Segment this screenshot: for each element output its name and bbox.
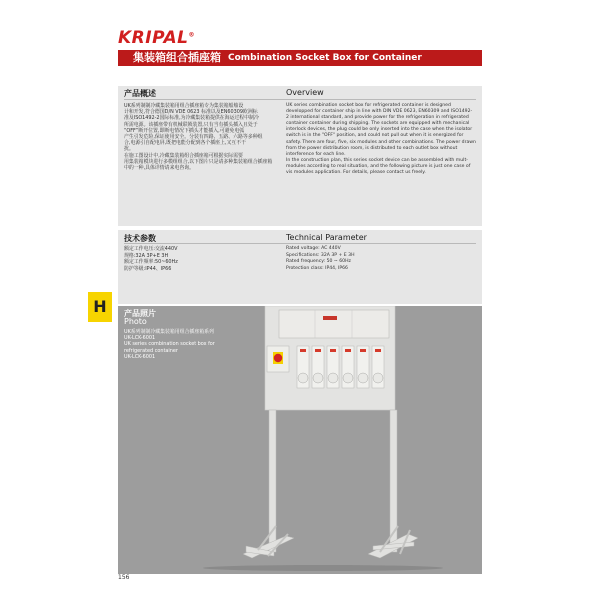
overview-line-cn: 中的一种,具体详情请来电咨询。 (124, 165, 195, 172)
overview-section (118, 86, 482, 226)
overview-line-cn: 产生引发危险,保证使用安全。分装有四路、五路、六路等多种组 (124, 134, 263, 141)
overview-line-en: interlock devices, the plug could be only inserted into the case when the isolator (286, 127, 473, 133)
socket-unit (327, 346, 339, 388)
overview-heading-cn: 产品概述 (124, 89, 156, 98)
socket-unit (357, 346, 369, 388)
technical-param-en: Specifications: 32A 3P + E 3H (286, 252, 355, 258)
page-number: 156 (118, 574, 130, 581)
technical-param-en: Protection class: IP44, IP66 (286, 265, 348, 271)
technical-param-en: Rated voltage: AC 440V (286, 246, 341, 251)
overview-line-en: switch is in the "OFF" position, and could not pull out when it is energized for (286, 133, 464, 139)
brand-logo (118, 28, 195, 48)
overview-line-cn: “OFF”断开位置,即断电情况下插头才能插入,可避免电弧 (124, 127, 245, 134)
brand-reg-mark: ® (188, 31, 195, 39)
photo-caption-line: UK-LCK-6001 (124, 353, 156, 360)
overview-line-en: from the power distribution room, is distributed to each outlet box without (286, 145, 458, 151)
overview-line-cn: 在施工图设计中,冷藏集装箱组合插座箱可根据实际需要 (124, 152, 243, 159)
product-photo (118, 306, 482, 574)
isolator-switch-icon (274, 354, 282, 362)
floor-shadow (203, 565, 443, 571)
overview-line-en: vis modules application. For details, please contact us freely. (286, 170, 426, 176)
overview-line-cn: 所需电源。该插座带有机械联锁装置,只有当有插头插入且处于 (124, 121, 258, 128)
photo-heading-en: Photo (124, 317, 147, 326)
photo-caption-line: UK-LCK-6001 (124, 335, 156, 342)
technical-param-cn: 额定工作频率:50~60Hz (124, 259, 178, 266)
page-title-cn: 集装箱组合插座箱 (133, 51, 221, 64)
overview-line-cn: 用集装箱模块进行多模组组合,以下图片只是请多种集装箱组合插座箱 (124, 158, 273, 165)
overview-heading-en: Overview (286, 88, 324, 97)
technical-heading-cn: 技术参数 (124, 234, 156, 243)
overview-text-en (286, 103, 476, 176)
technical-param-en: Rated frequency: 50 ~ 60Hz (286, 259, 351, 265)
junction-box (279, 310, 389, 338)
overview-line-en: 2 international standard, and provide power for the refrigeration in refrigerated (286, 115, 469, 121)
overview-line-en: container container during shipping. The sockets are equipped with mechanical (286, 121, 470, 127)
overview-line-en: interference for each line. (286, 151, 346, 157)
nameplate-icon (323, 316, 337, 320)
section-tab: H (88, 292, 112, 322)
photo-caption-line: UK系列制制冷藏集装箱用组合插座箱系列 (124, 329, 214, 335)
technical-param-cn: 规格:32A 3P+E 3H (124, 252, 169, 259)
technical-divider (124, 243, 476, 244)
technical-param-cn: 额定工作电压:交流440V (124, 246, 178, 252)
overview-line-en: In the construction plan, this series socket device can be assembled with mult- (286, 157, 468, 163)
socket-unit (312, 346, 324, 388)
overview-line-en: UK series combination socket box for refrigerated container is designed (286, 103, 451, 108)
photo-section (118, 306, 482, 574)
overview-line-cn: UK系列制制冷藏集装箱用组合插座箱专为集装箱船舶设 (124, 103, 244, 109)
overview-line-cn: 计和开发,符合德国D/N VDE 0623 标准以及EN60309欧洲标 (124, 109, 258, 116)
overview-line-cn: 扰。 (124, 146, 134, 153)
socket-unit (372, 346, 384, 388)
support-stand (243, 410, 418, 558)
technical-params-en (286, 246, 476, 272)
overview-line-cn: 准及ISO1492-2国际标准,为冷藏集装箱提供在海运过程中制冷 (124, 115, 259, 122)
technical-heading-en: Technical Parameter (286, 233, 367, 242)
technical-params-cn (124, 246, 280, 272)
photo-caption-line: UK series combination socket box for (124, 341, 215, 348)
overview-line-en: modules according to real situation, and the following picture is just one case of (286, 163, 471, 169)
socket-unit (297, 346, 309, 388)
overview-text-cn (124, 103, 280, 171)
socket-unit (342, 346, 354, 388)
overview-divider (124, 99, 476, 100)
catalog-page (118, 20, 482, 586)
overview-line-en: developped for container ship in line with DIN VDE 0623, EN60309 and ISO1492- (286, 109, 473, 115)
brand-name: KRIPAL (118, 28, 189, 48)
overview-line-cn: 合,电源引自配电屏,既把电能分配到各个插座上,又互不干 (124, 140, 247, 147)
technical-param-cn: 防护等级:IP44、IP66 (124, 265, 172, 272)
overview-line-en: safety. There are four, five, six modules and other combinations. The power drawn (286, 139, 476, 145)
photo-caption-line: refrigerated container (124, 347, 178, 354)
photo-heading-cn: 产品照片 (124, 309, 156, 318)
page-title-en: Combination Socket Box for Container (228, 53, 422, 63)
technical-section (118, 230, 482, 304)
